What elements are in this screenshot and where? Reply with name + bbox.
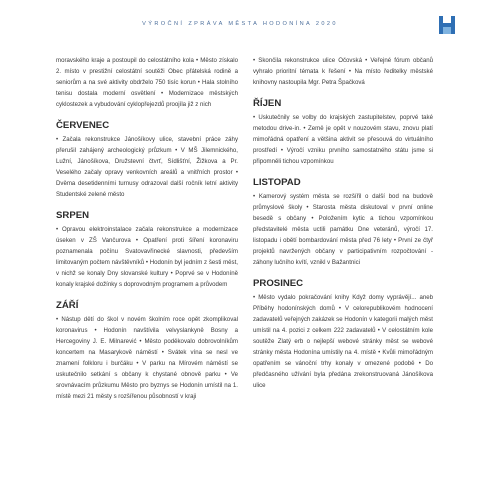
prosinec-text: • Město vydalo pokračování knihy Když domy vyprávějí... aneb Příběhy hodonínských domů • V celorepublikovém hodnocení zadavatelů veřejných zakázek se Hodonín v kategorii malých měst umístil na 4. pozici z celkem 222 zadavatelů • V celostátním kole soutěže Zlatý erb o nejlepší webové stránky měst se webové stránky města Hodonína umístily na 4. místě • Kvůli mimořádným opatřením se vánoční trhy konaly v omezené podobě • Do předčasného užívání byla předána zrekonstruovaná Jánošíkova ulice [253,294,433,389]
right-column [253,55,433,391]
heading-rijen: ŘÍJEN [253,98,282,109]
listopad-text: • Kamerový systém města se rozšířil o další bod na budově průmyslové školy • Starosta města diskutoval v první online besedě s občany • Položením kytic a tichou vzpomínkou představitelé města uctili památku Dne veteránů, výročí 17. listopadu i obětí bombardování města před 76 lety • První ze čtyř projektů navržených občany v participativním rozpočtování - záhony lučního kvítí, vznikl v Bažantnici [253,193,433,266]
hodonin-logo-icon [437,14,457,36]
heading-cervenec: ČERVENEC [56,120,110,131]
left-column [56,55,238,402]
right-intro-text: • Skončila rekonstrukce ulice Očovská • Veřejné fórum občanů vyhralo prioritní témata k řešení • Na místo ředitelky městské knihovny nastoupila Mgr. Petra Špačková [253,57,433,86]
heading-listopad: LISTOPAD [253,177,301,188]
heading-prosinec: PROSINEC [253,278,304,289]
srpen-text: • Opravou elektroinstalace začala rekonstrukce a modernizace úseken v ZŠ Vančurova • Opatření proti šíření koronaviru poznamenala počínu Svatovavřinecké slavnosti, především limitovaným počtem návštěvníků • Hodonín byl jedním z šesti měst, v nichž se konaly Dny slovanské kultury • Poprvé se v Hodoníně konaly krajské dožínky s doprovodným programem a průvodem [56,226,238,288]
rijen-text: • Uskutečnily se volby do krajských zastupitelstev, poprvé také metodou drive-in. • Země je opět v nouzovém stavu, znovu platí mimořádná opatření a většina aktivit se přesouvá do virtuálního prostředí • Výročí vzniku prvního samostatného státu jsme si připomněli tichou vzpomínkou [253,114,433,165]
document-header: VÝROČNÍ ZPRÁVA MĚSTA HODONÍNA 2020 [142,21,338,27]
left-intro-text: moravského kraje a postoupil do celostátního kola • Město získalo 2. místo v prestižní celostátní soutěži Obec přátelská rodině a seniorům a na své aktivity obdrželo 750 tisíc korun • Hala stolního tenisu dostala moderní osvětlení • Modernizace městských cyklostezek a vybudování cyklopřejezdů proojíla již z nich [56,57,238,108]
heading-srpen: SRPEN [56,210,90,221]
heading-zari: ZÁŘÍ [56,300,79,311]
cervenec-text: • Začala rekonstrukce Jánošíkovy ulice, stavební práce záhy přerušil zahájený archeologický průzkum • V MŠ Jilemnického, Lužní, Jánošíkova, Družstevní čtvrť, Sídlišťní, Žižkova a Pr. Veselého začaly opravy venkovních areálů a vnitřních prostor • Dvěma desetidenními turnusy odrazoval další ročník letní aktivity Studentské zelené město [56,136,238,198]
zari-text: • Nástup dětí do škol v novém školním roce opět zkomplikoval koronavirus • Hodonín navštívila velvyslankyně Bosny a Hercegoviny J. E. Milnarević • Město poděkovalo dobrovolníkům koncertem na Masarykově náměstí • Svátek vína se nesl ve znamení folkloru i burčáku • V parku na Mírovém náměstí se uskutečnilo setkání s občany k chystané obnově parku • Ve srovnávacím průzkumu Město pro byznys se Hodonín umístil na 1. místě mezi 21 městy s rozšířenou působností v kraji [56,316,238,400]
